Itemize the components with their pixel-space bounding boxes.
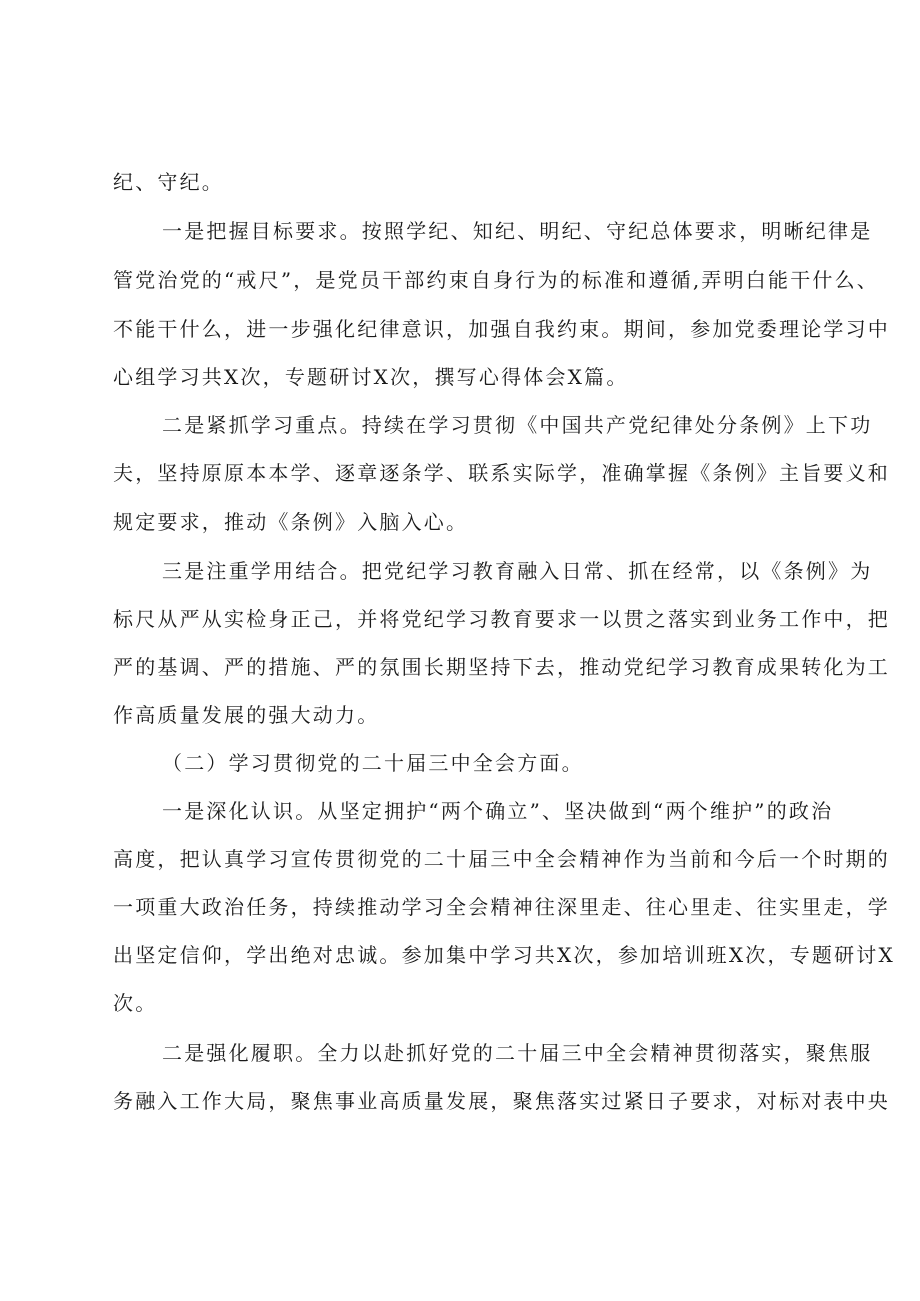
paragraph-first-line: 三是注重学用结合。把党纪学习教育融入日常、抓在经常，以《条例》为 [162, 559, 873, 583]
text-line: 不能干什么，进一步强化纪律意识，加强自我约束。期间，参加党委理论学习中 [113, 317, 890, 341]
text-line: 严的基调、严的措施、严的氛围长期坚持下去，推动党纪学习教育成果转化为工 [113, 655, 890, 679]
paragraph-first-line: 二是紧抓学习重点。持续在学习贯彻《中国共产党纪律处分条例》上下功 [162, 413, 873, 437]
paragraph-first-line: 二是强化履职。全力以赴抓好党的二十届三中全会精神贯彻落实，聚焦服 [162, 1041, 873, 1065]
text-line: 规定要求，推动《条例》入脑入心。 [113, 510, 469, 534]
text-line: 务融入工作大局，聚焦事业高质量发展，聚焦落实过紧日子要求，对标对表中央 [113, 1089, 890, 1113]
text-line: 纪、守纪。 [113, 170, 224, 194]
text-line: 夫，坚持原原本本学、逐章逐条学、联系实际学，准确掌握《条例》主旨要义和 [113, 461, 890, 485]
text-line: 作高质量发展的强大动力。 [113, 703, 380, 727]
text-line: 出坚定信仰，学出绝对忠诚。参加集中学习共X次，参加培训班X次，专题研讨X [113, 943, 895, 967]
text-line: 管党治党的“戒尺”，是党员干部约束自身行为的标准和遵循,弄明白能干什么、 [113, 268, 880, 292]
text-line: 次。 [113, 991, 158, 1015]
text-line: 心组学习共X次，专题研讨X次，撰写心得体会X篇。 [113, 365, 629, 389]
paragraph-first-line: 一是把握目标要求。按照学纪、知纪、明纪、守纪总体要求，明晰纪律是 [162, 219, 873, 243]
section-heading: （二）学习贯彻党的二十届三中全会方面。 [162, 751, 584, 775]
paragraph-first-line: 一是深化认识。从坚定拥护“两个确立”、坚决做到“两个维护”的政治 [162, 799, 834, 823]
text-line: 一项重大政治任务，持续推动学习全会精神往深里走、往心里走、往实里走，学 [113, 895, 890, 919]
text-line: 标尺从严从实检身正己，并将党纪学习教育要求一以贯之落实到业务工作中，把 [113, 607, 890, 631]
text-line: 高度，把认真学习宣传贯彻党的二十届三中全会精神作为当前和今后一个时期的 [113, 847, 890, 871]
